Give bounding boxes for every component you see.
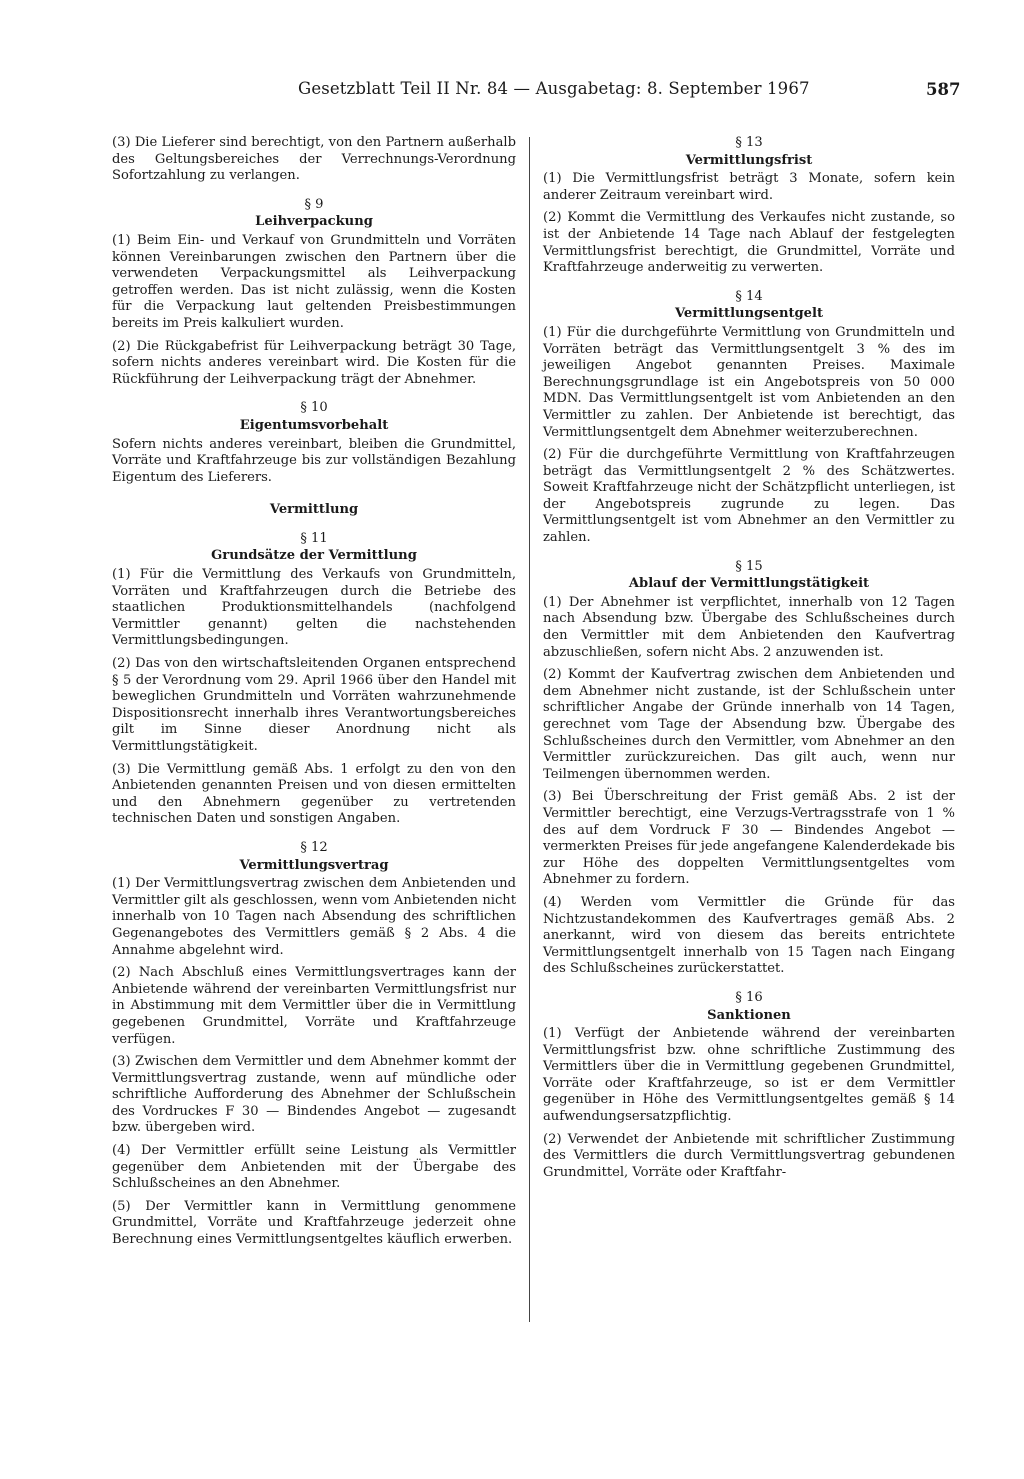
paragraph: (2) Die Rückgabefrist für Leihverpackung beträgt 30 Tage, sofern nichts anderes vereinbart wird. Die Kosten für die Rückführung der Leihverpackung trägt der Abnehmer.	[112, 338, 516, 387]
paragraph: (3) Bei Überschreitung der Frist gemäß Abs. 2 ist der Vermittler berechtigt, eine Verzugs-Vertragsstrafe von 1 % des auf dem Vordruck F 30 — Bindendes Angebot — vermerkten Preises für jede angefangene Kalenderdekade bis zur Höhe des doppelten Vermittlungsentgeltes vom Abnehmer zu fordern.	[543, 789, 955, 888]
section-title: Vermittlungsfrist	[685, 152, 813, 168]
paragraph: (2) Für die durchgeführte Vermittlung von Kraftfahrzeugen beträgt das Vermittlungsentgelt 2 % des Schätzwertes. Soweit Kraftfahrzeuge nicht der Schätzpflicht unterliegen, ist der Angebotspreis zugrunde zu legen. Das Vermittlungsentgelt ist vom Abnehmer an den Vermittler zu zahlen.	[543, 447, 955, 546]
section-title: Vermittlungsvertrag	[239, 857, 389, 873]
section-number: § 10	[300, 400, 328, 416]
paragraph: (2) Das von den wirtschaftsleitenden Organen entsprechend § 5 der Verordnung vom 29. April 1966 über den Handel mit beweglichen Grundmitteln und Vorräten wahrzunehmende Dispositionsrecht innerhalb ihres Verantwortungsbereiches gilt im Sinne dieser Anordnung nicht als Vermittlungstätigkeit.	[112, 656, 516, 754]
paragraph: (1) Für die Vermittlung des Verkaufs von Grundmitteln, Vorräten und Kraftfahrzeugen durch die Betriebe des staatlichen Produktionsmittelhandels (nachfolgend Vermittler genannt) gelten die nachstehenden Vermittlungsbedingungen.	[112, 567, 516, 649]
page-number: 587	[926, 80, 961, 99]
paragraph: (1) Verfügt der Anbietende während der vereinbarten Vermittlungsfrist bzw. ohne schriftliche Zustimmung des Vermittlers über die in Vermittlung gegebenen Grundmittel, Vorräte oder Kraftfahrzeuge, so ist er dem Vermittler gegenüber in Höhe des Vermittlungsentgeltes gemäß § 14 aufwendungsersatzpflichtig.	[543, 1026, 955, 1125]
column-divider	[529, 137, 530, 1322]
paragraph: (2) Kommt der Kaufvertrag zwischen dem Anbietenden und dem Abnehmer nicht zustande, ist der Schlußschein unter schriftlicher Angabe der Gründe innerhalb von 14 Tagen, gerechnet vom Tage der Absendung bzw. Übergabe des Schlußscheines durch den Vermittler, vom Abnehmer an den Vermittler zurückzureichen. Das gilt auch, wenn nur Teilmengen übernommen werden.	[543, 667, 955, 782]
part-heading: Vermittlung	[269, 502, 359, 518]
paragraph: (1) Für die durchgeführte Vermittlung von Grundmitteln und Vorräten beträgt das Vermittlungsentgelt 3 % des im jeweiligen Angebot genannten Preises. Maximale Berechnungsgrundlage ist ein Angebotspreis von 50 000 MDN. Das Vermittlungsentgelt ist vom Anbietenden an den Vermittler zu zahlen. Der Anbietende ist berechtigt, das Vermittlungsentgelt dem Abnehmer weiterzuberechnen.	[543, 324, 955, 440]
section-number: § 14	[735, 288, 763, 304]
section-number: § 15	[735, 558, 763, 574]
section-title: Grundsätze der Vermittlung	[211, 548, 417, 564]
section-number: § 13	[735, 135, 763, 150]
paragraph: (2) Verwendet der Anbietende mit schriftlicher Zustimmung des Vermittlers die durch Vermittlungsvertrag gebundenen Grundmittel, Vorräte oder Kraftfahr-	[543, 1131, 955, 1180]
section-title: Leihverpackung	[255, 214, 373, 230]
section-title: Sanktionen	[707, 1007, 791, 1023]
paragraph: (1) Der Vermittlungsvertrag zwischen dem Anbietenden und Vermittler gilt als geschlossen, wenn vom Anbietenden nicht innerhalb von 10 Tagen nach Absendung des schriftlichen Gegenangebotes des Vermittlers gemäß § 2 Abs. 4 die Annahme abgelehnt wird.	[112, 876, 516, 958]
paragraph: (5) Der Vermittler kann in Vermittlung genommene Grundmittel, Vorräte und Kraftfahrzeuge jederzeit ohne Berechnung eines Vermittlungsentgeltes käuflich erwerben.	[112, 1198, 516, 1248]
left-column	[112, 135, 516, 1255]
section-number: § 9	[304, 196, 324, 212]
section-title: Eigentumsvorbehalt	[239, 417, 389, 433]
header-title: Gesetzblatt Teil II Nr. 84 — Ausgabetag: 8. September 1967	[298, 79, 810, 98]
right-column	[543, 135, 955, 1187]
page-header	[0, 0, 1024, 110]
section-number: § 12	[300, 839, 328, 855]
section-title: Ablauf der Vermittlungstätigkeit	[628, 576, 870, 592]
paragraph: (2) Nach Abschluß eines Vermittlungsvertrages kann der Anbietende während der vereinbarten Vermittlungsfrist nur in Abstimmung mit dem Vermittler über die in Vermittlung gegebenen Grundmittel, Vorräte und Kraftfahrzeuge verfügen.	[112, 965, 516, 1047]
paragraph: (4) Werden vom Vermittler die Gründe für das Nichtzustandekommen des Kaufvertrages gemäß Abs. 2 anerkannt, wird von diesem das bereits entrichtete Vermittlungsentgelt innerhalb von 15 Tagen nach Eingang des Schlußscheines zurückerstattet.	[543, 894, 955, 977]
section-title: Vermittlungsentgelt	[674, 306, 824, 322]
section-number: § 16	[735, 989, 763, 1005]
paragraph: (2) Kommt die Vermittlung des Verkaufes nicht zustande, so ist der Anbietende 14 Tage nach Ablauf der festgelegten Vermittlungsfrist berechtigt, die Grundmittel, Vorräte und Kraftfahrzeuge anderweitig zu verwerten.	[543, 210, 955, 276]
paragraph: (3) Die Lieferer sind berechtigt, von den Partnern außerhalb des Geltungsbereiches der Verrechnungs-Verordnung Sofortzahlung zu verlangen.	[112, 135, 516, 184]
paragraph: (3) Zwischen dem Vermittler und dem Abnehmer kommt der Vermittlungsvertrag zustande, wenn auf mündliche oder schriftliche Aufforderung des Abnehmer der Schlußschein des Vordruckes F 30 — Bindendes Angebot — zugesandt bzw. übergeben wird.	[112, 1054, 516, 1136]
paragraph: (1) Die Vermittlungsfrist beträgt 3 Monate, sofern kein anderer Zeitraum vereinbart wird.	[543, 171, 955, 203]
paragraph: (4) Der Vermittler erfüllt seine Leistung als Vermittler gegenüber dem Anbietenden mit der Übergabe des Schlußscheines an den Abnehmer.	[112, 1143, 516, 1192]
paragraph: (1) Beim Ein- und Verkauf von Grundmitteln und Vorräten können Vereinbarungen zwischen den Partnern über die verwendeten Verpackungsmittel als Leihverpackung getroffen werden. Das ist nicht zulässig, wenn die Kosten für die Verpackung laut geltenden Preisbestimmungen bereits im Preis kalkuliert wurden.	[112, 232, 516, 331]
paragraph: (3) Die Vermittlung gemäß Abs. 1 erfolgt zu den von den Anbietenden genannten Preisen und von diesen ermittelten und den Abnehmern gegenüber zu vertretenden technischen Daten und sonstigen Angaben.	[112, 761, 516, 827]
section-number: § 11	[300, 530, 328, 546]
paragraph: Sofern nichts anderes vereinbart, bleiben die Grundmittel, Vorräte und Kraftfahrzeuge bis zur vollständigen Bezahlung Eigentum des Lieferers.	[112, 436, 516, 485]
paragraph: (1) Der Abnehmer ist verpflichtet, innerhalb von 12 Tagen nach Absendung bzw. Übergabe des Schlußscheines durch den Vermittler mit dem Anbietenden den Kaufvertrag abzuschließen, sofern nicht Abs. 2 anzuwenden ist.	[543, 594, 955, 660]
